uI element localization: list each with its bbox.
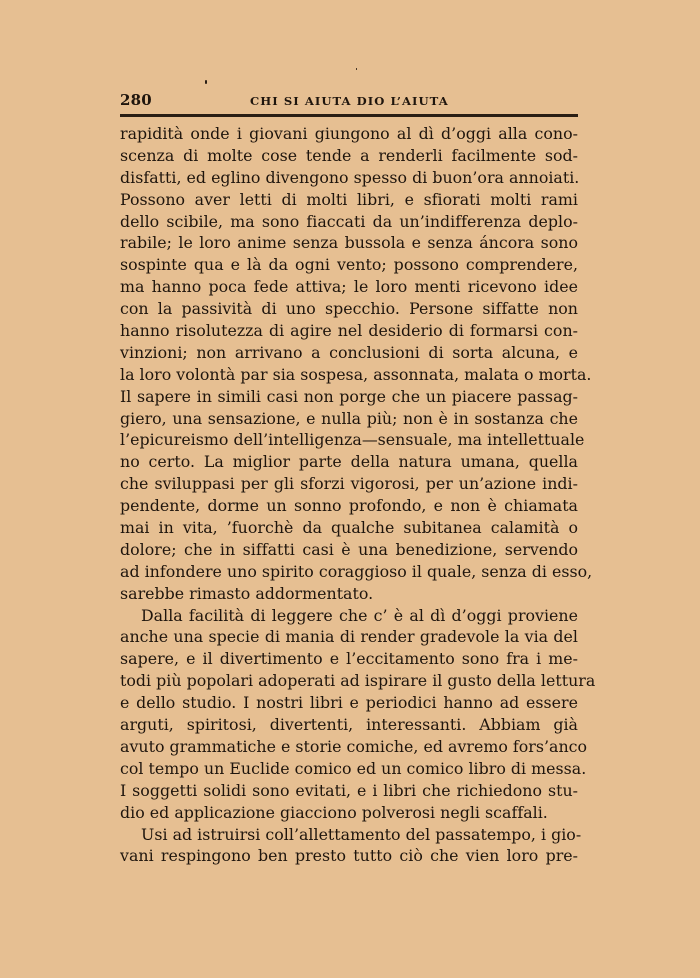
text-line: arguti, spiritosi, divertenti, interessanti. Abbiam già bbox=[120, 715, 578, 735]
page-number: 280 bbox=[120, 91, 152, 109]
print-speck bbox=[205, 80, 207, 84]
text-line: no certo. La miglior parte della natura umana, quella bbox=[120, 452, 578, 472]
text-line: Dalla facilità di leggere che c’ è al dì d’oggi proviene bbox=[141, 605, 578, 625]
text-line: avuto grammatiche e storie comiche, ed avremo fors’anco bbox=[120, 736, 588, 756]
text-line: pendente, dorme un sonno profondo, e non è chiamata bbox=[120, 496, 578, 516]
text-line: la loro volontà par sia sospesa, assonnata, malata o morta. bbox=[120, 364, 592, 384]
text-line: dio ed applicazione giacciono polverosi negli scaffali. bbox=[120, 802, 548, 822]
text-line: dolore; che in siffatti casi è una benedizione, servendo bbox=[120, 539, 578, 559]
text-line: disfatti, ed eglino divengono spesso di buon’ora annoiati. bbox=[120, 167, 580, 187]
header-rule bbox=[120, 114, 578, 117]
text-line: sapere, e il divertimento e l’eccitamento sono fra i me- bbox=[120, 649, 578, 669]
text-line: sarebbe rimasto addormentato. bbox=[120, 583, 374, 603]
text-line: col tempo un Euclide comico ed un comico libro di messa. bbox=[120, 758, 587, 778]
text-line: Il sapere in simili casi non porge che un piacere passag- bbox=[120, 386, 578, 406]
text-line: ma hanno poca fede attiva; le loro menti ricevono idee bbox=[120, 277, 578, 297]
text-line: mai in vita, ’fuorchè da qualche subitanea calamità o bbox=[120, 518, 578, 538]
text-line: scenza di molte cose tende a renderli facilmente sod- bbox=[120, 145, 578, 165]
text-line: I soggetti solidi sono evitati, e i libri che richiedono stu- bbox=[120, 780, 578, 800]
text-line: che sviluppasi per gli sforzi vigorosi, per un’azione indi- bbox=[120, 474, 578, 494]
text-line: dello scibile, ma sono fiaccati da un’indifferenza deplo- bbox=[120, 211, 578, 231]
text-line: vinzioni; non arrivano a conclusioni di sorta alcuna, e bbox=[120, 342, 578, 362]
text-line: e dello studio. I nostri libri e periodici hanno ad essere bbox=[120, 693, 578, 713]
text-line: todi più popolari adoperati ad ispirare il gusto della lettura bbox=[120, 671, 596, 691]
body-text bbox=[120, 123, 596, 867]
text-line: rabile; le loro anime senza bussola e senza áncora sono bbox=[120, 233, 578, 253]
text-line: giero, una sensazione, e nulla più; non è in sostanza che bbox=[120, 408, 578, 428]
text-line: Usi ad istruirsi coll’allettamento del passatempo, i gio- bbox=[141, 824, 582, 844]
text-line: con la passività di uno specchio. Persone siffatte non bbox=[120, 299, 578, 319]
text-line: anche una specie di mania di render gradevole la via del bbox=[120, 627, 578, 647]
text-line: rapidità onde i giovani giungono al dì d’oggi alla cono- bbox=[120, 124, 578, 143]
print-speck bbox=[356, 68, 357, 70]
text-line: hanno risolutezza di agire nel desiderio di formarsi con- bbox=[120, 321, 578, 341]
text-line: sospinte qua e là da ogni vento; possono comprendere, bbox=[120, 255, 578, 275]
text-line: Possono aver letti di molti libri, e sfiorati molti rami bbox=[120, 189, 578, 209]
text-line: vani respingono ben presto tutto ciò che vien loro pre- bbox=[120, 846, 578, 866]
text-line: l’epicureismo dell’intelligenza—sensuale, ma intellettuale bbox=[120, 430, 585, 450]
text-line: ad infondere uno spirito coraggioso il quale, senza di esso, bbox=[120, 561, 593, 581]
running-title: CHI SI AIUTA DIO L’AIUTA bbox=[250, 94, 449, 108]
